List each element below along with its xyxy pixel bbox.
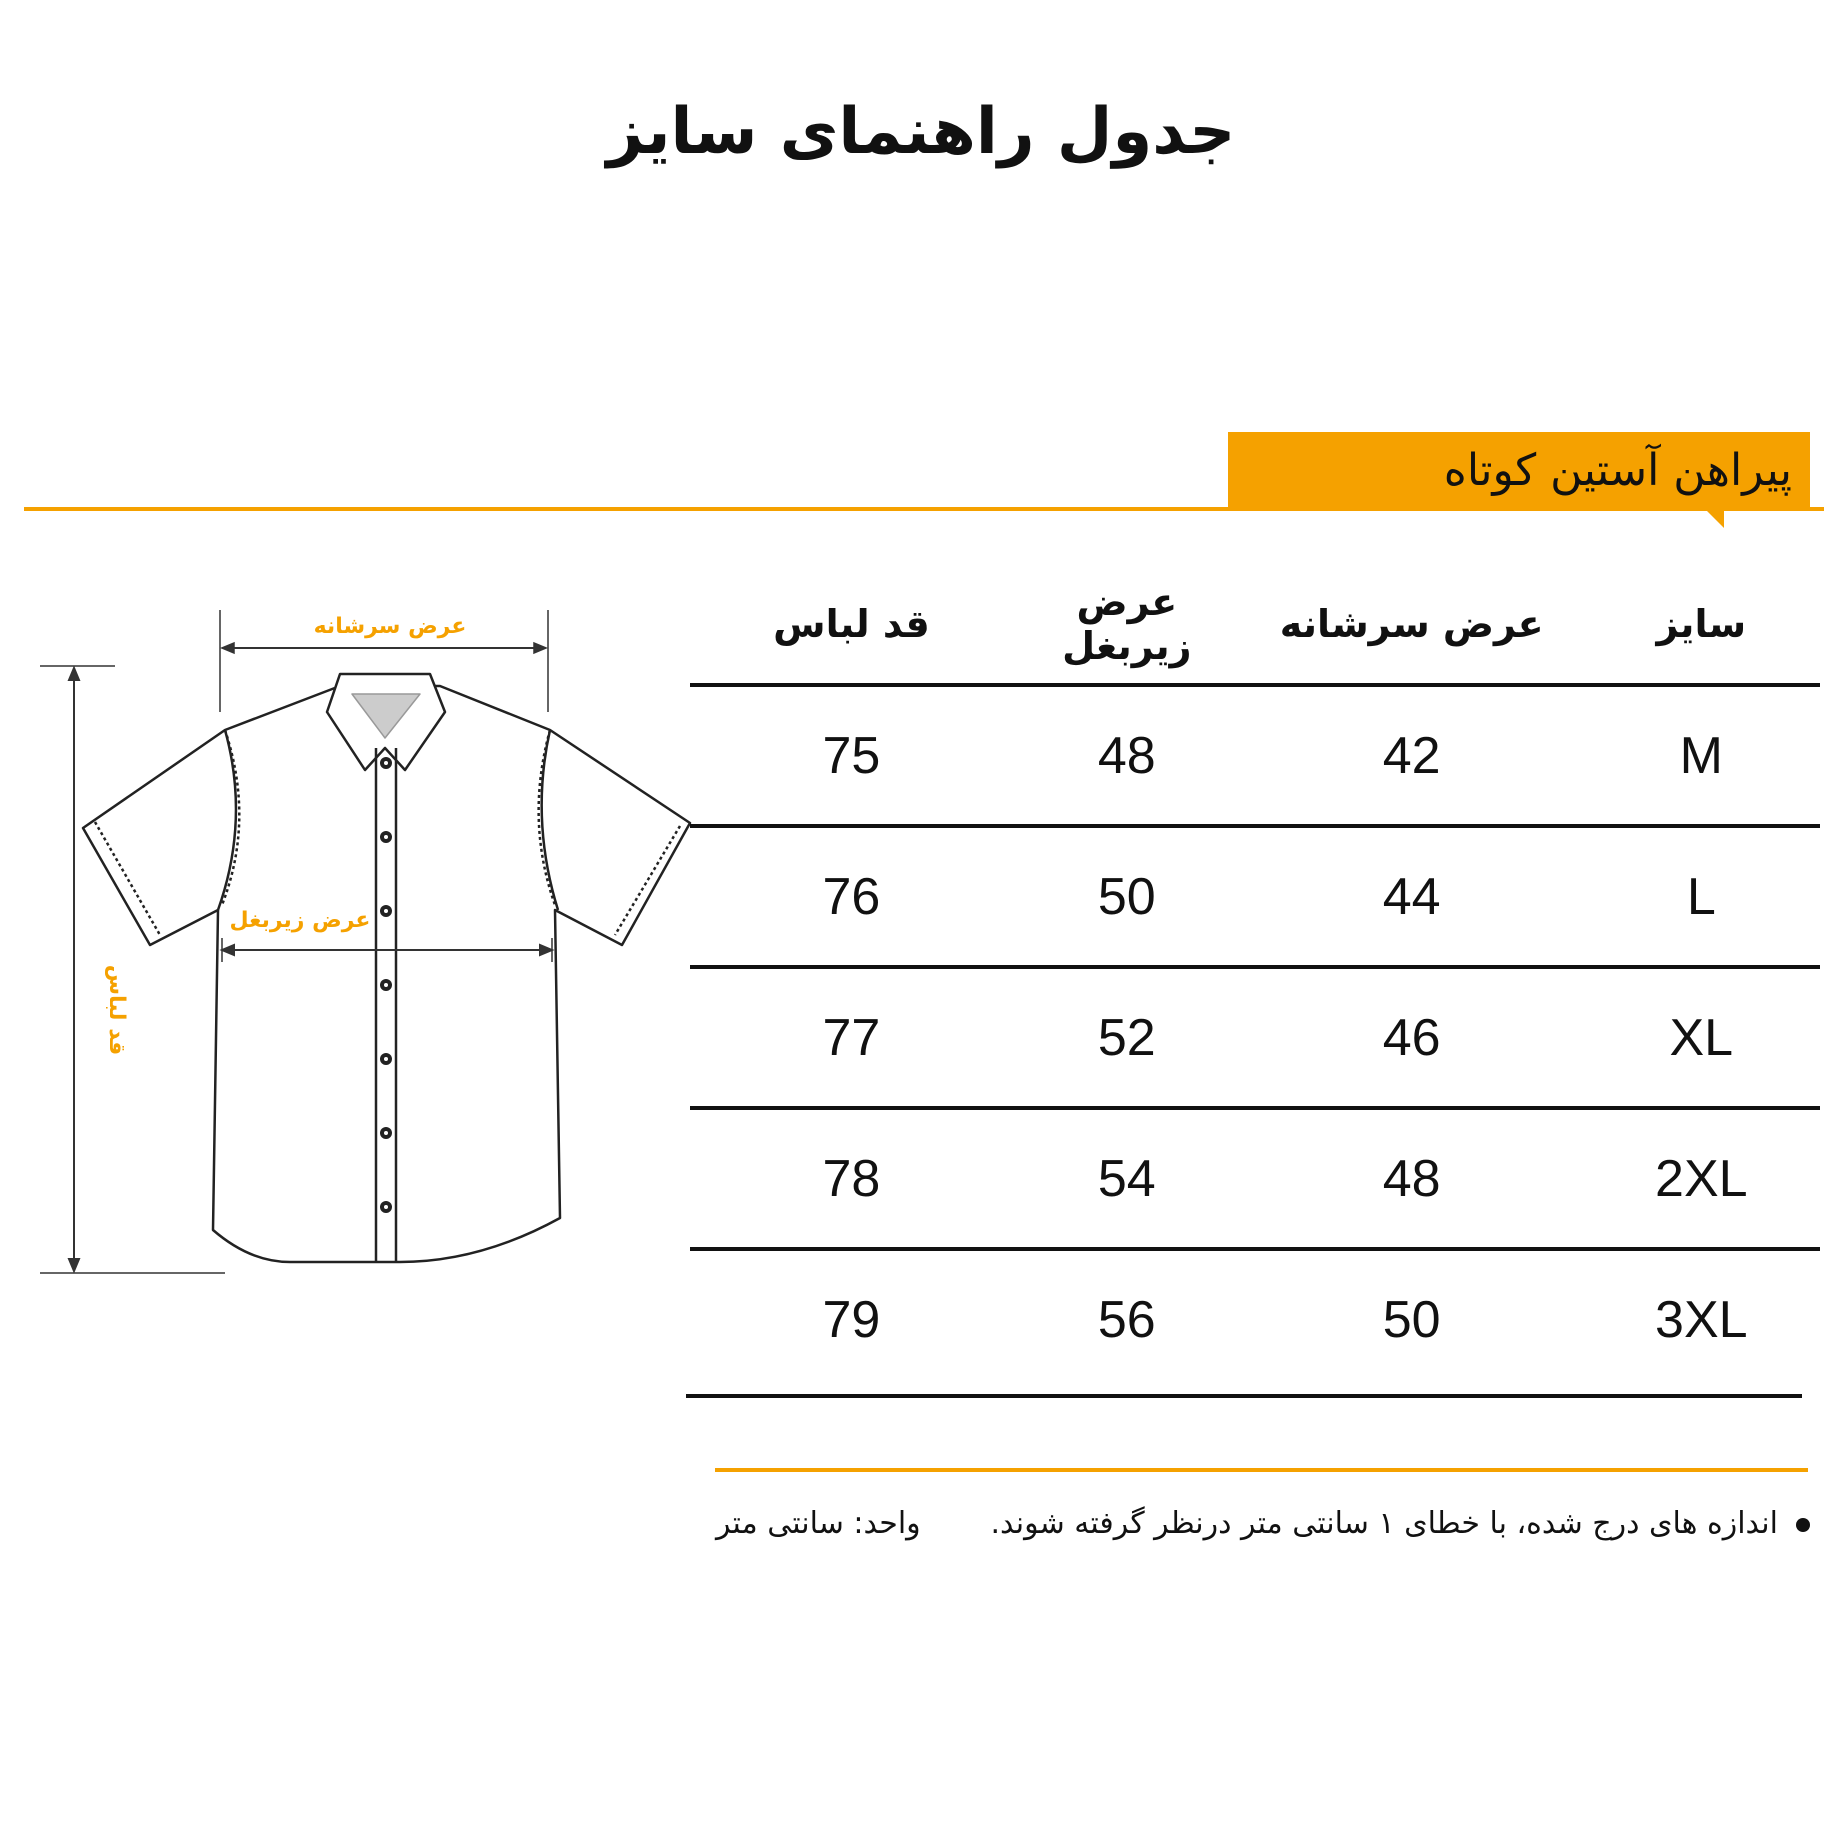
- cell-chest: 52: [1097, 1008, 1156, 1067]
- section-tab: [1228, 432, 1810, 508]
- cell-shoulder: 44: [1382, 867, 1441, 926]
- cell-chest: 54: [1097, 1149, 1156, 1208]
- cell-chest: 56: [1097, 1290, 1156, 1349]
- cell-length: 75: [822, 726, 881, 785]
- tolerance-note-text: اندازه های درج شده، با خطای ۱ سانتی متر درنظر گرفته شوند.: [990, 1506, 1778, 1541]
- cell-size: L: [1686, 867, 1716, 926]
- cell-chest: 50: [1097, 867, 1156, 926]
- size-table: [690, 565, 1820, 1388]
- cell-size: 2XL: [1655, 1149, 1748, 1208]
- cell-length: 76: [822, 867, 881, 926]
- table-row: [690, 965, 1820, 1106]
- cell-chest: 48: [1097, 726, 1156, 785]
- table-bottom-rule: [686, 1394, 1802, 1398]
- table-header: [690, 565, 1820, 683]
- tolerance-note: [990, 1506, 1810, 1541]
- table-row: [690, 683, 1820, 824]
- chest-width-label: عرض زیربغل: [229, 908, 371, 933]
- cell-shoulder: 48: [1382, 1149, 1441, 1208]
- header-size: سایز: [1656, 602, 1747, 646]
- cell-length: 77: [822, 1008, 881, 1067]
- header-length: قد لباس: [773, 602, 930, 646]
- footer-divider: [715, 1468, 1808, 1472]
- short-sleeve-shirt-icon: [0, 590, 720, 1310]
- shoulder-width-label: عرض سرشانه: [313, 614, 467, 639]
- cell-shoulder: 50: [1382, 1290, 1441, 1349]
- cell-size: 3XL: [1655, 1290, 1748, 1349]
- cell-length: 79: [822, 1290, 881, 1349]
- section-tab-tail: [1702, 506, 1724, 528]
- header-chest: عرض زیربغل: [1062, 580, 1192, 668]
- length-label: قد لباس: [104, 964, 129, 1056]
- cell-shoulder: 46: [1382, 1008, 1441, 1067]
- cell-length: 78: [822, 1149, 881, 1208]
- table-row: [690, 824, 1820, 965]
- section-label: پیراهن آستین کوتاه: [1443, 444, 1792, 496]
- cell-size: XL: [1669, 1008, 1734, 1067]
- table-row: [690, 1247, 1820, 1388]
- header-shoulder: عرض سرشانه: [1279, 602, 1544, 646]
- cell-shoulder: 42: [1382, 726, 1441, 785]
- page-title: جدول راهنمای سایز: [606, 95, 1236, 169]
- cell-size: M: [1679, 726, 1723, 785]
- bullet-icon: [1796, 1518, 1810, 1532]
- unit-note: واحد: سانتی متر: [716, 1506, 921, 1541]
- table-row: [690, 1106, 1820, 1247]
